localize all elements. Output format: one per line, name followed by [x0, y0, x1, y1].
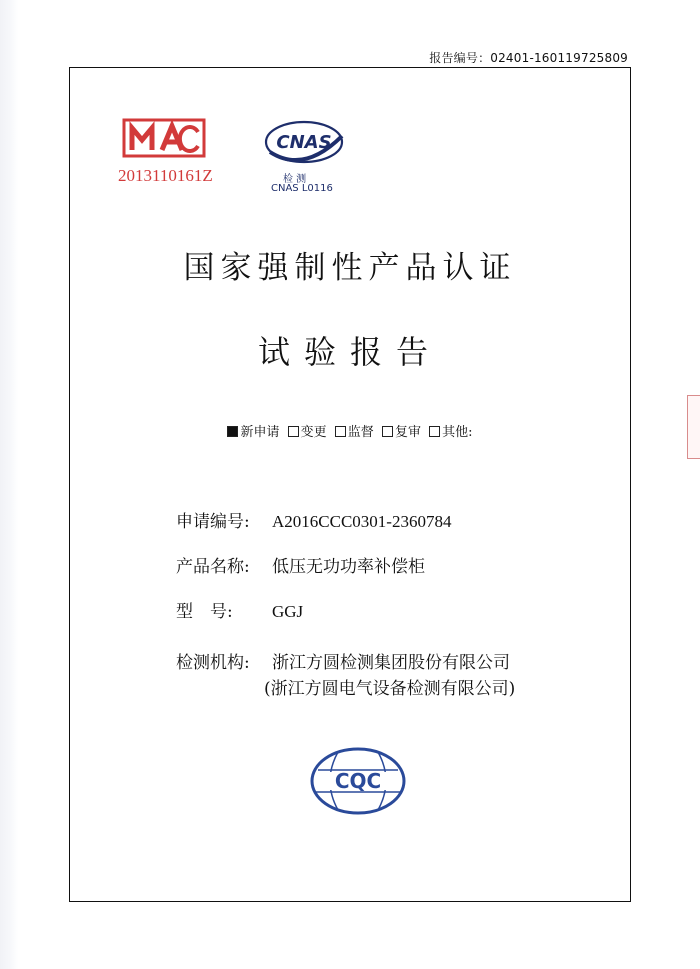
apptype-review-label: 复审	[394, 425, 421, 440]
checkbox-supervision	[335, 426, 346, 437]
application-number-value: A2016CCC0301-2360784	[272, 512, 452, 531]
apptype-change	[288, 425, 327, 440]
product-name-row	[176, 552, 425, 577]
checkbox-other	[429, 426, 440, 437]
cqc-logo	[308, 746, 408, 816]
testing-org-row	[176, 648, 510, 673]
model-value: GGJ	[272, 602, 304, 621]
apptype-new-label: 新申请	[240, 425, 280, 440]
testing-org-label: 检测机构:	[176, 653, 250, 673]
cnas-text: CNAS	[276, 132, 332, 153]
product-name-value: 低压无功功率补偿柜	[272, 557, 425, 577]
apptype-supervision-label: 监督	[347, 425, 374, 440]
model-row	[176, 597, 303, 622]
scan-edge-shade	[0, 0, 18, 969]
cnas-accreditation-code: CNAS L0116	[271, 183, 333, 194]
checkbox-review	[382, 426, 393, 437]
apptype-supervision	[335, 425, 374, 440]
testing-org-value-line2: (浙江方圆电气设备检测有限公司)	[264, 679, 516, 699]
apptype-other	[429, 425, 472, 440]
testing-org-value: 浙江方圆检测集团股份有限公司	[272, 653, 510, 673]
report-number: 报告编号：02401-160119725809	[429, 51, 628, 65]
checkbox-change	[288, 426, 299, 437]
title-line-2: 试验报告	[257, 333, 442, 371]
product-name-label: 产品名称:	[176, 557, 250, 577]
apptype-new	[227, 425, 279, 440]
application-number-row	[176, 507, 451, 532]
testing-org-row-2	[264, 674, 515, 699]
title-line-1: 国家强制性产品认证	[183, 250, 517, 286]
cnas-subtitle: 检 测	[283, 174, 307, 185]
apptype-review	[382, 425, 421, 440]
model-label: 型 号:	[176, 602, 233, 622]
application-number-label: 申请编号:	[176, 512, 250, 532]
application-type-checkboxes	[0, 421, 700, 440]
cma-code: 2013110161Z	[118, 166, 213, 185]
apptype-change-label: 变更	[300, 425, 327, 440]
cqc-text: CQC	[334, 769, 382, 793]
checkbox-new	[227, 426, 238, 437]
apptype-other-label: 其他:	[442, 425, 473, 440]
